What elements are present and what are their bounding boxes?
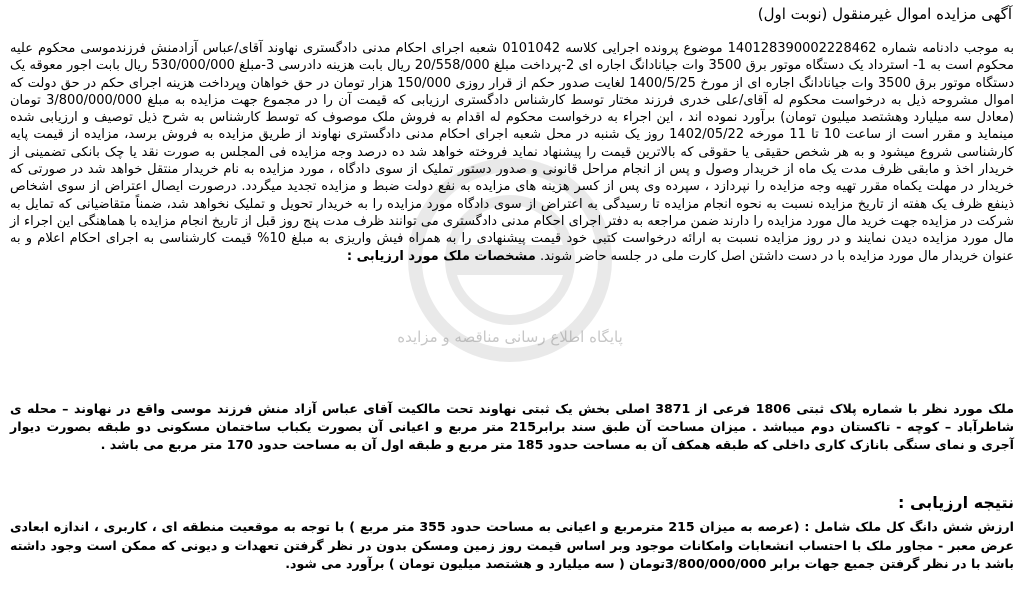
result-heading: نتیجه ارزیابی : [898, 493, 1014, 512]
watermark-caption: پایگاه اطلاع رسانی مناقصه و مزایده [397, 328, 623, 346]
valuation-result-paragraph: ارزش شش دانگ کل ملک شامل : (عرصه به میزان 215 مترمربع و اعیانی به مساحت حدود 355 متر مربع ) با توجه به موقعیت منطقه ای ، کاربری ، اندازه ابعادی عرض معبر - مجاور ملک با احتساب انشعابات وامکانات موجود وبر اساس قیمت روز زمین ومسکن بدون در نظر گرفتن تعهدات و دیونی که ممکن است وجود داشته باشد با در نظر گرفتن جمیع جهات برابر 3/800/000/000تومان ( سه میلیارد و هشتصد میلیون تومان ) برآورد می شود. [10, 519, 1014, 571]
intro-text: به موجب دادنامه شماره 140128390002228462 موضوع پرونده اجرایی کلاسه 0101042 شعبه اجرای احکام مدنی دادگستری نهاوند آقای/عباس آزادمنش فرزندموسی محکوم علیه محکوم است به 1- استرداد یک دستگاه موتور برق 3500 وات جیانادانگ اجاره ای 2-پرداخت مبلغ 20/558/000 ریال بابت هزینه دادرسی 3-مبلغ 530/000/000 ریال بابت اجور معوقه یک دستگاه موتور برق 3500 وات جیانادانگ اجاره ای از مورخ 1400/5/25 لغایت صدور حکم از قرار روزی 150/000 هزار تومان در حق خواهان وپرداخت هزینه اجرای حکم در حق دولت که اموال مشروحه ذیل به درخواست محکوم له آقای/علی خدری فرزند مختار توسط کارشناس دادگستری ارزیابی که قیمت آن را در مجموع جهت مزایده به مبلغ 3/800/000/000 تومان (معادل سه میلیارد وهشتصد میلیون تومان) برآورد نموده اند ، این اجراء به درخواست محکوم له اقدام به فروش ملک موصوف که توسط کارشناس به شرح ذیل توصیف و ارزیابی شده مینماید و مقرر است از ساعت 10 تا 11 مورخه 1402/05/22 روز یک شنبه در محل شعبه اجرای احکام مدنی دادگستری نهاوند از طریق مزایده به فروش برسد، مزایده از قیمت پایه کارشناسی شروع میشود و به هر شخص حقیقی یا حقوقی که بالاترین قیمت را پیشنهاد نماید فروخته خواهد شد ده درصد وجه مزایده فی المجلس به صورت نقد یا چک بانکی تضمینی از خریدار اخذ و مابقی ظرف مدت یک ماه از خریدار وصول و پس از انجام مراحل قانونی و صدور دستور تملیک از سوی دادگاه ، مورد مزایده به نام خریدار منتقل خواهد شد در صورتی که خریدار در مهلت یکماه مقرر تهیه وجه مزایده را نپردازد ، سپرده وی پس از کسر هزینه های مزایده به نفع دولت ضبط و مزایده تجدید میگردد. درصورت ایصال اعتراض از سوی اشخاص ذینفع ظرف یک هفته از تاریخ مزایده نسبت به نحوه انجام مزایده تا رسیدگی به اعتراض از سوی دادگاه مورد مزایده را به خریدار تحویل و تملیک نخواهد شد، ضمناً متقاضیانی که تمایل به شرکت در مزایده جهت خرید مال مورد مزایده را دارند ضمن مراجعه به دفتر اجرای احکام مدنی دادگستری می توانند ظرف مدت پنج روز قبل از تاریخ انجام مزایده با هماهنگی این اجراء از مال مورد مزایده دیدن نمایند و در روز مزایده نسبت به ارائه درخواست کتبی خود قیمت پیشنهادی را به همراه فیش واریزی به مبلغ 10% قیمت کارشناسی به اجرای احکام اعلام و به عنوان خریدار مال مورد مزایده با در دست داشتن اصل کارت ملی در جلسه حاضر شوند. [10, 41, 1015, 264]
spec-heading: مشخصات ملک مورد ارزیابی : [346, 248, 536, 264]
property-spec-paragraph: ملک مورد نظر با شماره پلاک ثبتی 1806 فرعی از 3871 اصلی بخش یک ثبتی نهاوند تحت مالکیت آقای عباس آزاد منش فرزند موسی واقع در نهاوند – محله ی شاطرآباد – کوچه - تاکستان دوم میباشد . میزان مساحت آن طبق سند برابر215 متر مربع و اعیانی آن بصورت یکباب ساختمان مسکونی دو طبقه بصورت دیوار آجری و نمای سنگی بانازک کاری داخلی که طبقه همکف آن به مساحت حدود 185 متر مربع و طبقه اول آن به مساحت حدود 170 متر مربع می باشد . [10, 401, 1014, 452]
notice-intro-paragraph [10, 40, 1014, 265]
notice-title: آگهی مزایده اموال غیرمنقول (نوبت اول) [757, 5, 1012, 23]
